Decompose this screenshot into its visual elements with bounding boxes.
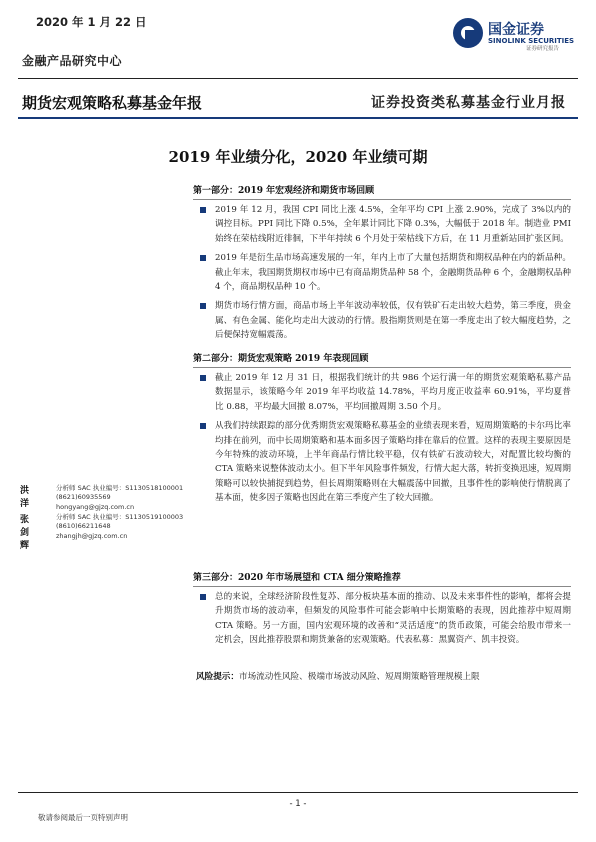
header-divider-top xyxy=(18,78,578,79)
logo-en-text: SINOLINK SECURITIES xyxy=(488,37,575,45)
analyst-phone: (8610)66211648 xyxy=(56,522,111,531)
list-item xyxy=(200,203,571,246)
list-item xyxy=(200,419,571,505)
section-3-bullets xyxy=(200,590,571,653)
risk-text: 市场流动性风险、极端市场波动风险、短周期策略管理规模上限 xyxy=(238,672,480,682)
list-item xyxy=(200,299,571,342)
list-item xyxy=(200,371,571,414)
bullet-square-icon xyxy=(200,303,206,309)
headline: 2019 年业绩分化，2020 年业绩可期 xyxy=(168,148,428,166)
bullet-text: 截止 2019 年 12 月 31 日，根据我们统计的共 986 个运行满一年的期货宏观策略私募产品数据显示，该策略今年 2019 年平均收益 14.78%，平均月度正收益率 60.91%，平均夏普比 0.88，平均最大回撤 8.07%，平均回撤周期 3.50 个月。 xyxy=(215,373,571,412)
bullet-text: 2019 年是衍生品市场高速发展的一年，年内上市了大量包括期货和期权品种在内的新品种。截止年末，我国期货期权市场中已有商品期货品种 58 个，金融期货品种 6 个，金融期权品种 4 个，商品期权品种 10 个。 xyxy=(215,253,571,293)
research-center: 金融产品研究中心 xyxy=(22,54,123,68)
header-divider-bottom xyxy=(18,117,578,119)
bullet-text: 期货市场行情方面，商品市场上半年波动率较低，仅有铁矿石走出较大趋势，第三季度，贵金属、有色金属、能化均走出大波动的行情。股指期货则是在第一季度走出了较大幅度趋势，之后便保持宽幅震荡。 xyxy=(215,301,571,341)
footer-divider xyxy=(18,792,578,793)
bullet-square-icon xyxy=(200,423,206,429)
bullet-square-icon xyxy=(200,255,206,261)
footer-disclaimer: 敬请参阅最后一页特别声明 xyxy=(38,813,128,822)
analyst-role: 分析师 xyxy=(56,484,76,492)
section-1-bullets xyxy=(200,203,571,348)
risk-warning xyxy=(196,670,576,682)
bullet-text: 2019 年 12 月，我国 CPI 同比上涨 4.5%，全年平均 CPI 上涨 2.90%，完成了 3%以内的调控目标。PPI 同比下降 0.5%，全年累计同比下降 0.3%，大幅低于 2018 年。制造业 PMI 始终在荣枯线附近徘徊，下半年持续 6 个月处于荣枯线下方后，在 11 月重新站回扩张区间。 xyxy=(215,205,571,244)
analyst-sac-label: SAC 执业编号： xyxy=(77,513,126,521)
sinolink-logo-icon xyxy=(453,18,483,48)
analyst-name: 洪洋 xyxy=(20,486,30,509)
analyst-email[interactable]: zhangjh@gjzq.com.cn xyxy=(56,531,128,540)
analyst-sac-label: SAC 执业编号： xyxy=(77,484,126,492)
page-number: - 1 - xyxy=(289,799,307,809)
list-item xyxy=(200,251,571,294)
analyst-email[interactable]: hongyang@gjzq.com.cn xyxy=(56,502,135,511)
analyst-sac: S1130519100003 xyxy=(125,513,184,521)
list-item xyxy=(200,590,571,648)
analyst-name: 张剑辉 xyxy=(20,515,30,551)
logo-cn-text: 国金证券 xyxy=(488,22,544,38)
report-type: 证券投资类私募基金行业月报 xyxy=(371,95,566,111)
logo-subtitle: 证券研究报告 xyxy=(526,46,560,52)
sinolink-logo xyxy=(453,18,573,58)
section-1-heading: 第一部分：2019 年宏观经济和期货市场回顾 xyxy=(193,183,571,200)
risk-label: 风险提示： xyxy=(196,672,239,682)
section-2-bullets xyxy=(200,371,571,511)
bullet-square-icon xyxy=(200,594,206,600)
analyst-role: 分析师 xyxy=(56,513,76,521)
section-3-heading: 第三部分：2020 年市场展望和 CTA 细分策略推荐 xyxy=(193,570,571,587)
bullet-text: 从我们持续跟踪的部分优秀期货宏观策略私募基金的业绩表现来看，短周期策略的卡尔玛比率均排在前列，而中长周期策略和基本面多因子策略均排在靠后的位置。这样的表现主要原因是今年特殊的波动环境，上半年商品行情比较平稳，仅有铁矿石波动较大，对配置比较均衡的 CTA 策略来说整体波动太小。但下半年风险事件频发，行情大起大落，转折变换迅速，短周期策略可以较快捕捉到趋势，但长周期策略则在大幅震荡中回撤，且事件性的影响使行情脱离了基本面，使多因子策略也因此在第三季度产生了较大回撤。 xyxy=(215,421,571,504)
analyst-phone: (8621)60935569 xyxy=(56,493,111,502)
bullet-square-icon xyxy=(200,375,206,381)
bullet-square-icon xyxy=(200,207,206,213)
section-2-heading: 第二部分：期货宏观策略 2019 年表现回顾 xyxy=(193,351,571,368)
report-date: 2020 年 1 月 22 日 xyxy=(36,15,147,29)
report-title: 期货宏观策略私募基金年报 xyxy=(22,94,203,112)
analyst-sac: S1130518100001 xyxy=(125,484,184,492)
bullet-text: 总的来说，全球经济阶段性复苏、部分板块基本面的推动、以及未来事件性的影响，都将会提升期货市场的波动率，但频发的风险事件可能会影响中长期策略的表现，因此推荐中短周期 CTA 策略。另一方面，国内宏观环境的改善和“灵活适度”的货币政策，可能会给股市带来一定机会，因此推荐股票和期货兼备的宏观策略。代表私募：黑翼资产、凯丰投资。 xyxy=(215,592,571,646)
